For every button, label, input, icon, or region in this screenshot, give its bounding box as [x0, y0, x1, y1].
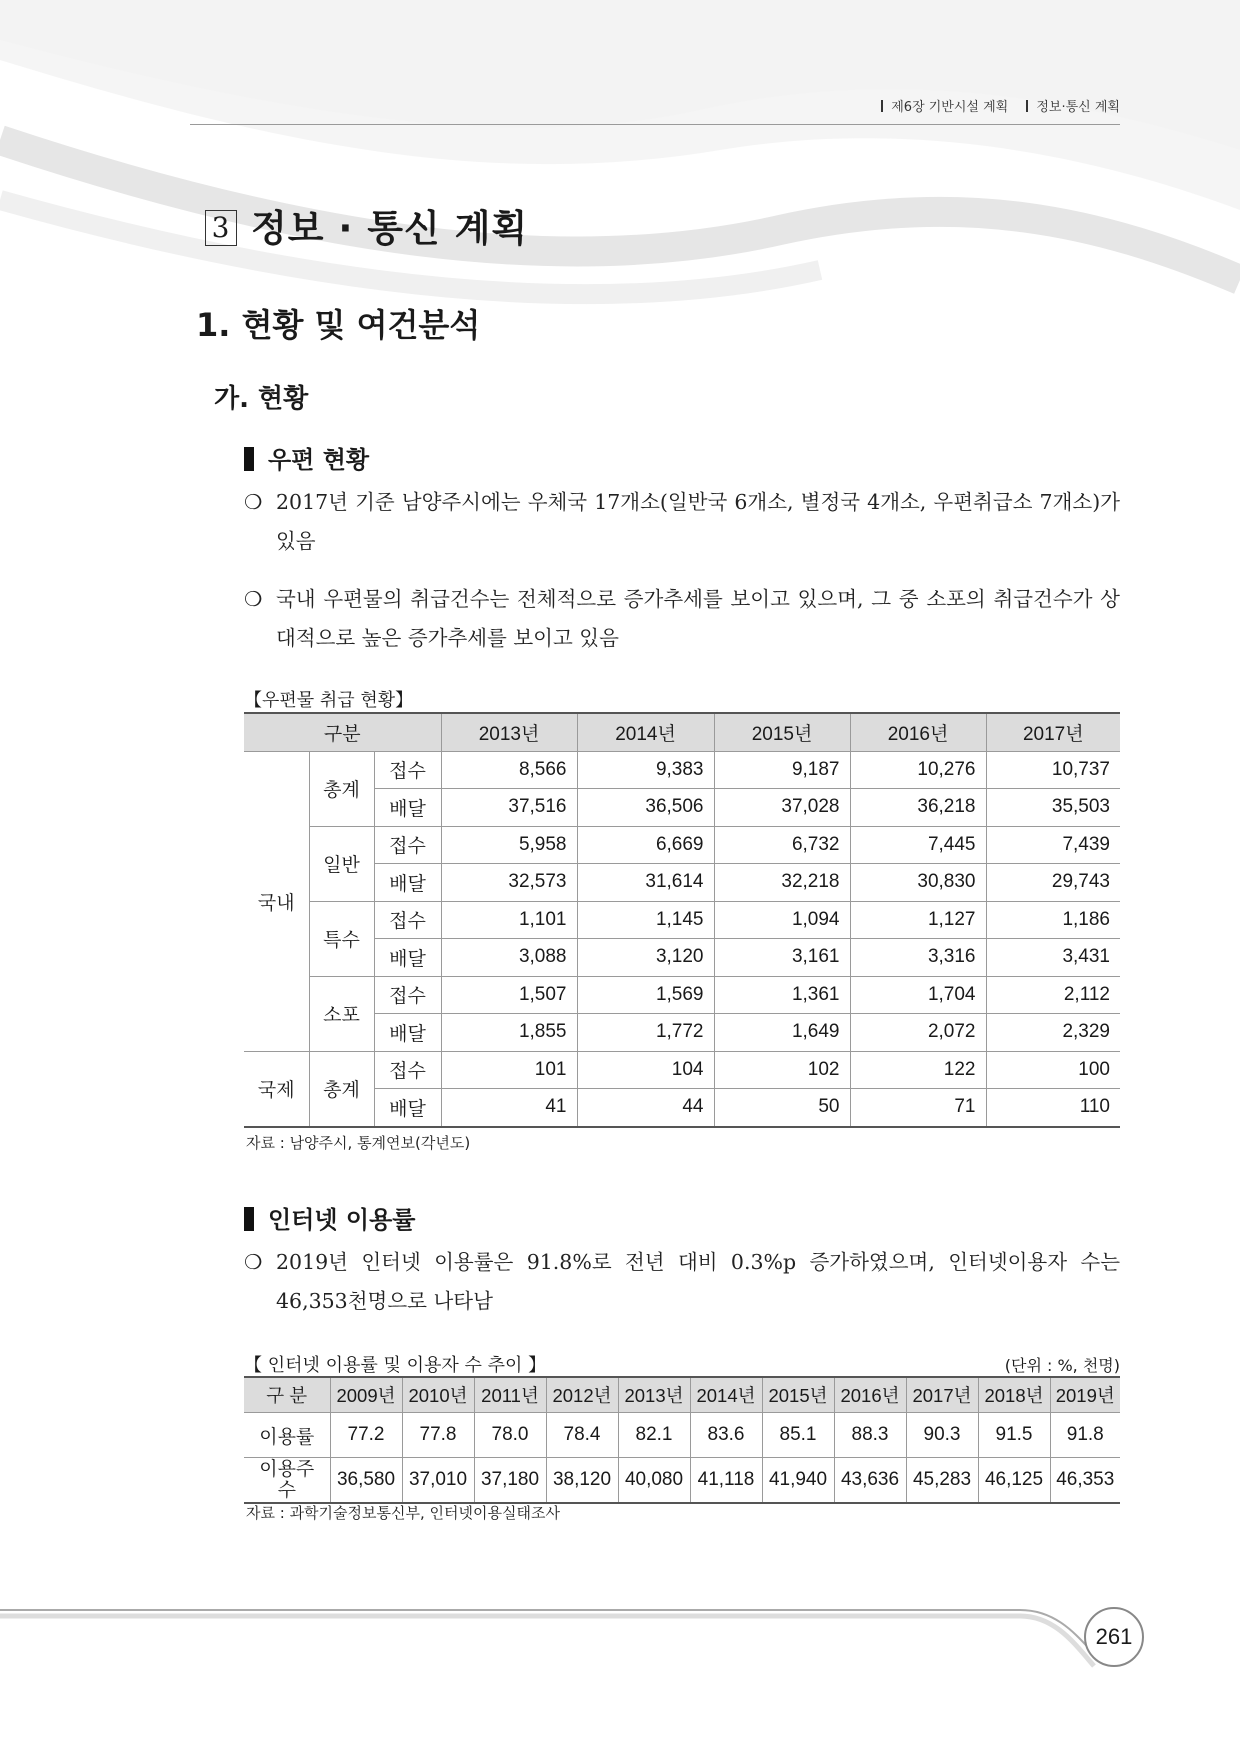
running-header: 제6장 기반시설 계획 정보·통신 계획: [867, 96, 1120, 115]
table-cell: 37,010: [402, 1458, 474, 1504]
subgroup-cell: 일반: [309, 826, 374, 901]
kind-cell: 접수: [374, 976, 441, 1014]
table-cell: 9,383: [577, 751, 714, 789]
heading-square-icon: [244, 447, 254, 471]
postal-bullet-2: ❍ 국내 우편물의 취급건수는 전체적으로 증가추세를 보이고 있으며, 그 중 소포의 취급건수가 상대적으로 높은 증가추세를 보이고 있음: [244, 580, 1120, 658]
chapter-number: 3: [205, 210, 237, 246]
table-row: [244, 826, 1120, 864]
table-cell: 30,830: [850, 864, 986, 902]
table-row: [244, 1051, 1120, 1089]
header-cell: 2016년: [834, 1377, 906, 1413]
table-cell: 90.3: [906, 1413, 978, 1458]
header-cell: 2012년: [546, 1377, 618, 1413]
table-cell: 36,580: [330, 1458, 402, 1504]
table-cell: 36,218: [850, 789, 986, 827]
table-row: [244, 789, 1120, 827]
table-cell: 35,503: [986, 789, 1120, 827]
table-cell: 100: [986, 1051, 1120, 1089]
header-cell: 구 분: [244, 1377, 330, 1413]
table-cell: 85.1: [762, 1413, 834, 1458]
header-wave-decoration: [0, 0, 1240, 330]
table-cell: 91.8: [1050, 1413, 1120, 1458]
table-cell: 1,145: [577, 901, 714, 939]
footer-wave-decoration: [0, 1600, 1240, 1680]
table-cell: 102: [714, 1051, 850, 1089]
table-row: [244, 1014, 1120, 1052]
header-cell: 2015년: [714, 713, 850, 751]
table-cell: 3,316: [850, 939, 986, 977]
table-cell: 1,855: [441, 1014, 577, 1052]
table-cell: 88.3: [834, 1413, 906, 1458]
kind-cell: 접수: [374, 1051, 441, 1089]
table-cell: 78.0: [474, 1413, 546, 1458]
table-cell: 32,573: [441, 864, 577, 902]
postal-heading: 우편 현황: [244, 440, 369, 475]
table-cell: 71: [850, 1089, 986, 1127]
internet-bullet-1: ❍ 2019년 인터넷 이용률은 91.8%로 전년 대비 0.3%p 증가하였으며, 인터넷이용자 수는 46,353천명으로 나타남: [244, 1243, 1120, 1321]
table-cell: 45,283: [906, 1458, 978, 1504]
table-cell: 2,072: [850, 1014, 986, 1052]
table-row: [244, 1413, 1120, 1458]
table-cell: 9,187: [714, 751, 850, 789]
table-cell: 6,669: [577, 826, 714, 864]
table-cell: 3,431: [986, 939, 1120, 977]
header-cell: 2016년: [850, 713, 986, 751]
subgroup-cell: 소포: [309, 976, 374, 1051]
table-cell: 1,704: [850, 976, 986, 1014]
table-cell: 8,566: [441, 751, 577, 789]
postal-table-source: 자료 : 남양주시, 통계연보(각년도): [246, 1134, 471, 1152]
circle-bullet-icon: ❍: [244, 1250, 263, 1274]
kind-cell: 배달: [374, 789, 441, 827]
postal-table-title: 【우편물 취급 현황】: [244, 690, 414, 711]
table-cell: 이용률: [244, 1413, 330, 1458]
table-cell: 29,743: [986, 864, 1120, 902]
header-cell: 2017년: [906, 1377, 978, 1413]
table-row: [244, 939, 1120, 977]
table-row: [244, 901, 1120, 939]
kind-cell: 배달: [374, 939, 441, 977]
heading-square-icon: [244, 1207, 254, 1231]
table-cell: 7,439: [986, 826, 1120, 864]
table-cell: 2,329: [986, 1014, 1120, 1052]
table-cell: 1,186: [986, 901, 1120, 939]
kind-cell: 접수: [374, 826, 441, 864]
table-cell: 10,276: [850, 751, 986, 789]
table-row: [244, 751, 1120, 789]
page-number: 261: [1084, 1607, 1144, 1667]
table-row: [244, 1458, 1120, 1504]
table-cell: 37,180: [474, 1458, 546, 1504]
header-cell: 2014년: [690, 1377, 762, 1413]
header-cell: 2014년: [577, 713, 714, 751]
kind-cell: 접수: [374, 751, 441, 789]
table-cell: 82.1: [618, 1413, 690, 1458]
subsection-heading: 가. 현황: [214, 384, 309, 414]
circle-bullet-icon: ❍: [244, 490, 263, 514]
table-header-row: [244, 1377, 1120, 1413]
group-cell: 국제: [244, 1051, 309, 1127]
table-row: [244, 1089, 1120, 1127]
table-row: [244, 864, 1120, 902]
table-cell: 1,772: [577, 1014, 714, 1052]
table-cell: 32,218: [714, 864, 850, 902]
table-cell: 2,112: [986, 976, 1120, 1014]
table-header-row: [244, 713, 1120, 751]
chapter-title: [205, 198, 528, 252]
table-cell: 1,569: [577, 976, 714, 1014]
table-cell: 83.6: [690, 1413, 762, 1458]
section-heading: 1. 현황 및 여건분석: [196, 306, 481, 344]
table-cell: 1,361: [714, 976, 850, 1014]
header-cell: 2017년: [986, 713, 1120, 751]
internet-table: [244, 1376, 1120, 1504]
header-rule: [190, 124, 1120, 125]
internet-table-source: 자료 : 과학기술정보통신부, 인터넷이용실태조사: [246, 1504, 560, 1522]
kind-cell: 배달: [374, 1014, 441, 1052]
table-cell: 110: [986, 1089, 1120, 1127]
table-cell: 46,353: [1050, 1458, 1120, 1504]
table-cell: 6,732: [714, 826, 850, 864]
table-cell: 78.4: [546, 1413, 618, 1458]
header-cell: 2011년: [474, 1377, 546, 1413]
subgroup-cell: 총계: [309, 751, 374, 826]
table-cell: 91.5: [978, 1413, 1050, 1458]
table-cell: 31,614: [577, 864, 714, 902]
group-cell: 국내: [244, 751, 309, 1051]
table-cell: 3,120: [577, 939, 714, 977]
table-cell: 41,118: [690, 1458, 762, 1504]
table-cell: 36,506: [577, 789, 714, 827]
table-cell: 122: [850, 1051, 986, 1089]
table-cell: 이용주수: [244, 1458, 330, 1504]
table-cell: 101: [441, 1051, 577, 1089]
subgroup-cell: 총계: [309, 1051, 374, 1127]
header-cell: 2009년: [330, 1377, 402, 1413]
table-cell: 38,120: [546, 1458, 618, 1504]
table-cell: 3,088: [441, 939, 577, 977]
header-cell: 2015년: [762, 1377, 834, 1413]
table-cell: 50: [714, 1089, 850, 1127]
table-cell: 46,125: [978, 1458, 1050, 1504]
table-cell: 10,737: [986, 751, 1120, 789]
table-cell: 44: [577, 1089, 714, 1127]
header-cell: 구분: [244, 713, 441, 751]
internet-heading: 인터넷 이용률: [244, 1200, 415, 1235]
table-cell: 1,094: [714, 901, 850, 939]
table-cell: 1,127: [850, 901, 986, 939]
table-cell: 41: [441, 1089, 577, 1127]
internet-table-unit: (단위 : %, 천명): [1004, 1356, 1120, 1375]
postal-bullet-1: ❍ 2017년 기준 남양주시에는 우체국 17개소(일반국 6개소, 별정국 4개소, 우편취급소 7개소)가 있음: [244, 483, 1120, 561]
kind-cell: 배달: [374, 864, 441, 902]
internet-table-title: 【 인터넷 이용률 및 이용자 수 추이 】: [244, 1355, 547, 1376]
table-cell: 41,940: [762, 1458, 834, 1504]
table-cell: 1,507: [441, 976, 577, 1014]
header-cell: 2013년: [618, 1377, 690, 1413]
header-cell: 2018년: [978, 1377, 1050, 1413]
table-cell: 7,445: [850, 826, 986, 864]
circle-bullet-icon: ❍: [244, 587, 263, 611]
kind-cell: 접수: [374, 901, 441, 939]
chapter-title-text: 정보 · 통신 계획: [251, 207, 529, 250]
subgroup-cell: 특수: [309, 901, 374, 976]
postal-table: [244, 712, 1120, 1128]
header-cell: 2010년: [402, 1377, 474, 1413]
table-cell: 104: [577, 1051, 714, 1089]
table-cell: 1,649: [714, 1014, 850, 1052]
table-cell: 37,028: [714, 789, 850, 827]
header-cell: 2019년: [1050, 1377, 1120, 1413]
table-cell: 1,101: [441, 901, 577, 939]
table-cell: 77.2: [330, 1413, 402, 1458]
header-cell: 2013년: [441, 713, 577, 751]
table-cell: 37,516: [441, 789, 577, 827]
table-cell: 43,636: [834, 1458, 906, 1504]
table-cell: 77.8: [402, 1413, 474, 1458]
kind-cell: 배달: [374, 1089, 441, 1127]
table-cell: 40,080: [618, 1458, 690, 1504]
table-cell: 3,161: [714, 939, 850, 977]
table-row: [244, 976, 1120, 1014]
table-cell: 5,958: [441, 826, 577, 864]
